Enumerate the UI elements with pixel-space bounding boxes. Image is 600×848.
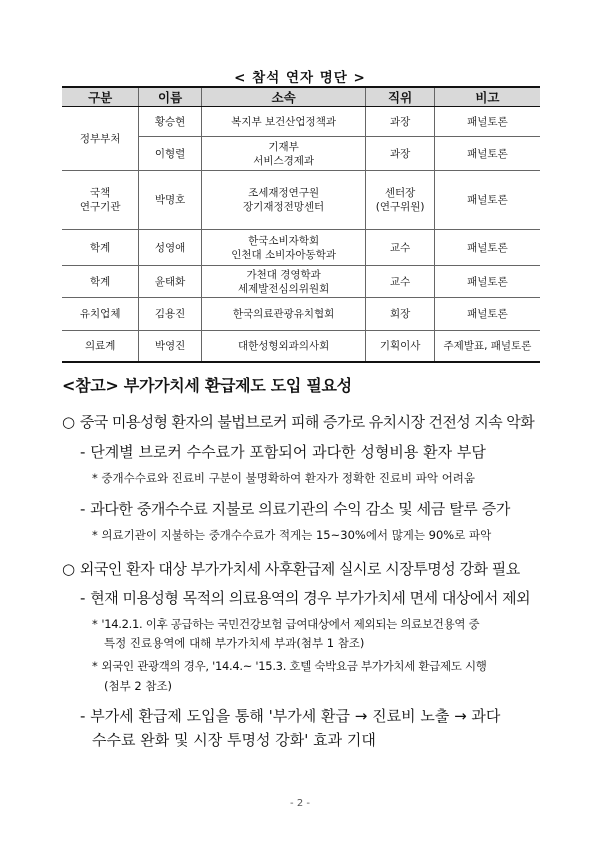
affiliation-cell: 가천대 경영학과 세제발전심의위원회 — [201, 266, 365, 298]
affiliation-cell: 복지부 보건산업정책과 — [201, 107, 365, 137]
category-cell: 유치업체 — [62, 298, 139, 331]
position-cell: 과장 — [366, 137, 435, 171]
bullet-continuation — [92, 729, 376, 750]
position-cell: 교수 — [366, 230, 435, 266]
affiliation-cell: 기재부 서비스경제과 — [201, 137, 365, 171]
bullet-marker: - — [80, 589, 86, 607]
table-row — [62, 171, 540, 230]
name-cell: 박명호 — [139, 171, 202, 230]
note-cell: 패널토론 — [434, 230, 540, 266]
bullet-text: 수수료 완화 및 시장 투명성 강화' 효과 기대 — [92, 731, 376, 749]
bullet-marker: - — [80, 707, 86, 725]
category-cell: 학계 — [62, 266, 139, 298]
bullet-item — [92, 470, 475, 486]
bullet-text: (첨부 2 참조) — [104, 679, 173, 693]
bullet-continuation — [104, 678, 172, 694]
bullet-text: 과다한 중개수수료 지불로 의료기관의 수익 감소 및 세금 탈루 증가 — [90, 500, 510, 518]
bullet-marker: ○ — [62, 560, 76, 578]
position-cell: 교수 — [366, 266, 435, 298]
bullet-marker: * — [92, 617, 98, 631]
bullet-text: 현재 미용성형 목적의 의료용역의 경우 부가가치세 면세 대상에서 제외 — [90, 589, 531, 607]
bullet-item — [92, 527, 491, 543]
name-cell: 황승현 — [139, 107, 202, 137]
bullet-marker: - — [80, 443, 86, 461]
header-category: 구분 — [62, 87, 139, 107]
note-cell: 패널토론 — [434, 298, 540, 331]
table-row — [62, 331, 540, 362]
affiliation-cell: 대한성형외과의사회 — [201, 331, 365, 362]
position-cell: 기획이사 — [366, 331, 435, 362]
name-cell: 윤태화 — [139, 266, 202, 298]
bullet-marker: * — [92, 659, 98, 673]
bullet-marker: ○ — [62, 413, 76, 431]
note-cell: 패널토론 — [434, 171, 540, 230]
bullet-item — [62, 558, 520, 579]
bullet-text: 외국인 환자 대상 부가가치세 사후환급제 실시로 시장투명성 강화 필요 — [79, 560, 520, 578]
name-cell: 박영진 — [139, 331, 202, 362]
name-cell: 김용진 — [139, 298, 202, 331]
bullet-item — [80, 498, 510, 519]
bullet-text: 단계별 브로커 수수료가 포함되어 과다한 성형비용 환자 부담 — [90, 443, 486, 461]
note-cell: 패널토론 — [434, 107, 540, 137]
table-header-row — [62, 87, 540, 107]
bullet-item — [80, 587, 530, 608]
name-cell: 성영애 — [139, 230, 202, 266]
header-affiliation: 소속 — [201, 87, 365, 107]
table-row — [62, 298, 540, 331]
bullet-marker: * — [92, 471, 98, 485]
bullet-text: 부가세 환급제 도입을 통해 '부가세 환급 → 진료비 노출 → 과다 — [90, 707, 501, 725]
header-name: 이름 — [139, 87, 202, 107]
affiliation-cell: 한국소비자학회 인천대 소비자아동학과 — [201, 230, 365, 266]
position-cell: 회장 — [366, 298, 435, 331]
bullet-text: '14.2.1. 이후 공급하는 국민건강보험 급여대상에서 제외되는 의료보건용역 중 — [101, 617, 480, 631]
page-number: - 2 - — [290, 798, 310, 809]
bullet-item — [92, 616, 479, 632]
affiliation-cell: 조세재정연구원 장기재정전망센터 — [201, 171, 365, 230]
category-cell: 정부부처 — [62, 107, 139, 171]
affiliation-cell: 한국의료관광유치협회 — [201, 298, 365, 331]
header-position: 직위 — [366, 87, 435, 107]
attendee-table — [62, 86, 540, 363]
note-cell: 패널토론 — [434, 137, 540, 171]
header-note: 비고 — [434, 87, 540, 107]
table-row — [62, 230, 540, 266]
bullet-item — [62, 411, 534, 432]
bullet-text: 의료기관이 지불하는 중개수수료가 적게는 15~30%에서 많게는 90%로 파악 — [101, 528, 492, 542]
category-cell: 학계 — [62, 230, 139, 266]
table-row — [62, 266, 540, 298]
bullet-item — [80, 441, 486, 462]
bullet-text: 중개수수료와 진료비 구분이 불명확하여 환자가 정확한 진료비 파악 어려움 — [101, 471, 476, 485]
position-cell: 센터장 (연구위원) — [366, 171, 435, 230]
category-cell: 국책 연구기관 — [62, 171, 139, 230]
note-cell: 패널토론 — [434, 266, 540, 298]
name-cell: 이형렬 — [139, 137, 202, 171]
position-cell: 과장 — [366, 107, 435, 137]
bullet-text: 중국 미용성형 환자의 불법브로커 피해 증가로 유치시장 건전성 지속 악화 — [79, 413, 535, 431]
table-row — [62, 107, 540, 137]
bullet-item — [92, 658, 487, 674]
note-cell: 주제발표, 패널토론 — [434, 331, 540, 362]
section-title: <참고> 부가가치세 환급제도 도입 필요성 — [62, 376, 352, 395]
bullet-text: 외국인 관광객의 경우, '14.4.~ '15.3. 호텔 숙박요금 부가가치세 환급제도 시행 — [101, 659, 487, 673]
bullet-continuation — [104, 635, 364, 651]
table-title: < 참석 연자 명단 > — [234, 70, 366, 86]
bullet-text: 특정 진료용역에 대해 부가가치세 부과(첨부 1 참조) — [104, 636, 365, 650]
bullet-item — [80, 705, 500, 726]
bullet-marker: * — [92, 528, 98, 542]
category-cell: 의료계 — [62, 331, 139, 362]
bullet-marker: - — [80, 500, 86, 518]
